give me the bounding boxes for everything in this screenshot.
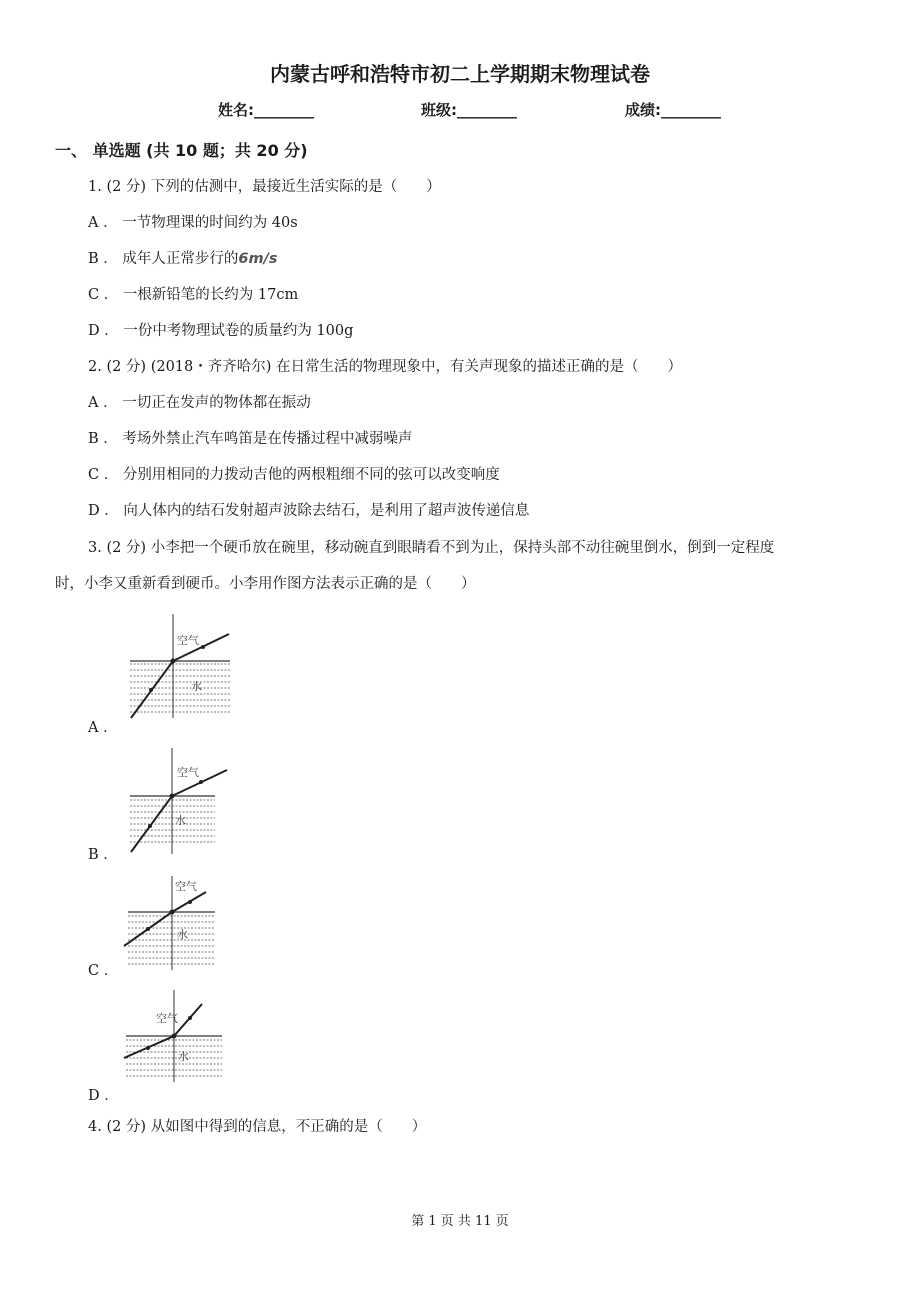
air-label-b: 空气 [177,766,199,779]
water-label-d: 水 [178,1050,189,1063]
question-4-stem: 4. (2 分) 从如图中得到的信息，不正确的是（ ） [88,1119,427,1135]
air-label-a: 空气 [177,634,199,647]
refraction-figure-c [120,874,220,972]
question-2-stem: 2. (2 分) (2018・齐齐哈尔) 在日常生活的物理现象中，有关声现象的描述正确的是（ ） [88,359,683,375]
refraction-figure-b [125,746,235,858]
refraction-figure-a [125,612,235,722]
speed-unit-image: 6m/s [238,251,278,267]
question-2-option-b: B ． 考场外禁止汽车鸣笛是在传播过程中减弱噪声 [88,431,413,447]
question-3-stem-line1: 3. (2 分) 小李把一个硬币放在碗里，移动碗直到眼睛看不到为止，保持头部不动往碗里倒水，倒到一定程度 [88,540,775,556]
question-3-option-b: B ． [88,847,118,863]
water-label-b: 水 [175,814,186,827]
air-label-c: 空气 [175,880,197,893]
question-3-option-c: C ． [88,963,119,979]
page-footer: 第 1 页 共 11 页 [411,1214,509,1229]
page-title: 内蒙古呼和浩特市初二上学期期末物理试卷 [270,62,650,86]
water-label-c: 水 [177,928,188,941]
question-1-option-a: A ． 一节物理课的时间约为 40s [88,215,298,231]
question-1-option-b [88,247,278,268]
question-1-option-b-text: B ． 成年人正常步行的 [88,251,239,267]
question-3-option-a: A ． [88,720,118,736]
name-field: 姓名:________ [218,101,314,119]
question-3-stem-line2: 时，小李又重新看到硬币。小李用作图方法表示正确的是（ ） [55,576,476,592]
section-heading: 一、 单选题 (共 10 题；共 20 分) [55,141,308,160]
refraction-figure-d [118,988,228,1084]
question-2-option-d: D ． 向人体内的结石发射超声波除去结石，是利用了超声波传递信息 [88,503,530,519]
question-2-option-a: A ． 一切正在发声的物体都在振动 [88,395,311,411]
question-3-option-d: D ． [88,1088,119,1104]
question-2-option-c: C ． 分别用相同的力拨动吉他的两根粗细不同的弦可以改变响度 [88,467,500,483]
class-field: 班级:________ [421,101,517,119]
question-1-option-d: D ． 一份中考物理试卷的质量约为 100g [88,323,354,339]
question-1-option-c: C ． 一根新铅笔的长约为 17cm [88,287,299,303]
air-label-d: 空气 [156,1012,178,1025]
question-1-stem: 1. (2 分) 下列的估测中，最接近生活实际的是（ ） [88,179,441,195]
score-field: 成绩:________ [625,101,721,119]
water-label-a: 水 [191,680,202,693]
